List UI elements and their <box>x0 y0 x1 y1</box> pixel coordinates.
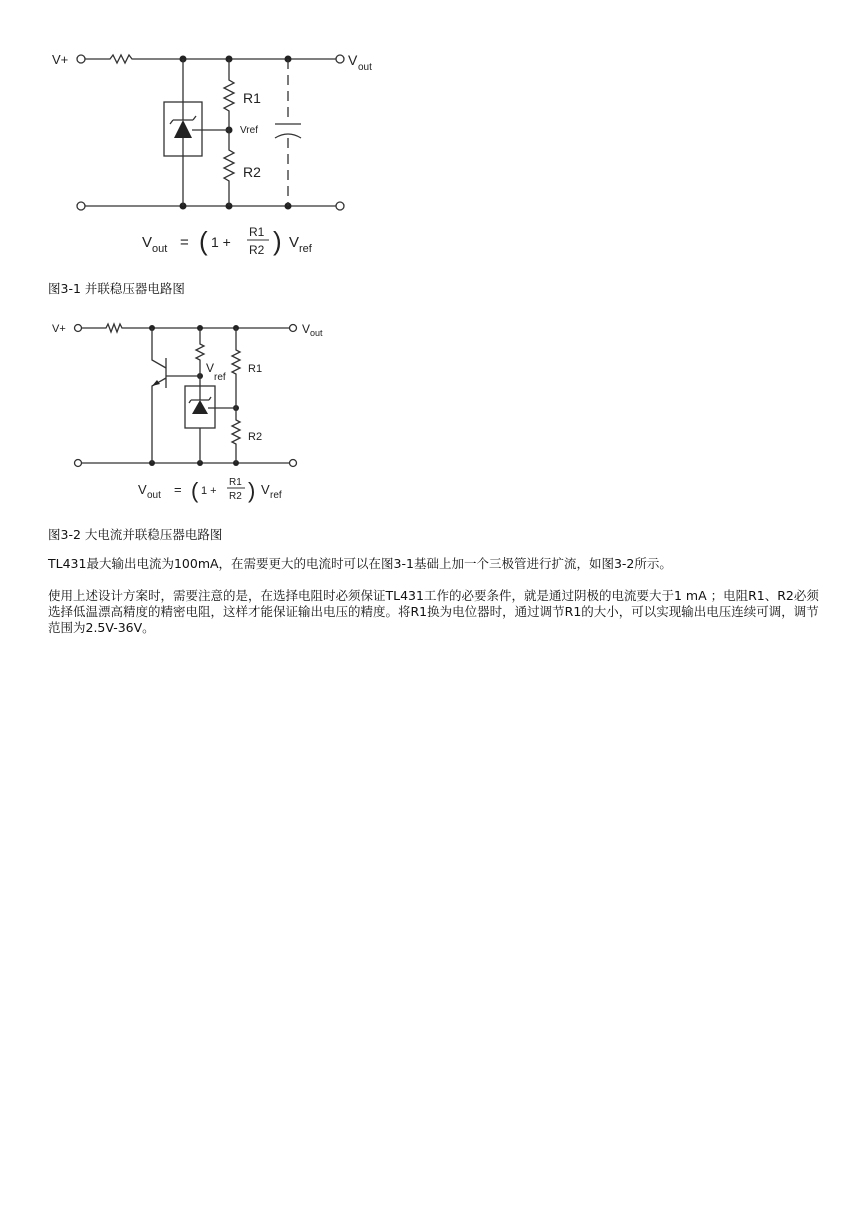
vout-label-sub: out <box>358 62 372 73</box>
vin-label: V+ <box>52 323 66 335</box>
r2-label: R2 <box>243 164 261 180</box>
tl431-leads <box>189 397 236 463</box>
gnd-terminal-right <box>290 460 297 467</box>
svg-text:(: ( <box>199 226 208 256</box>
svg-text:R1: R1 <box>229 477 242 488</box>
r1-label: R1 <box>243 90 261 106</box>
figure-3-1-shunt-regulator <box>46 40 396 270</box>
vref-label-sub: ref <box>214 372 226 383</box>
svg-text:out: out <box>152 243 168 255</box>
svg-text:(: ( <box>191 478 199 503</box>
svg-text:1 +: 1 + <box>211 234 231 250</box>
paragraph-design-notes: 使用上述设计方案时，需要注意的是，在选择电阻时必须保证TL431工作的必要条件，就是通过阴极的电流要大于1 mA ；电阻R1、R2必须选择低温漂高精度的精密电阻，这样才能保证输出电压的精度。将R1换为电位器时，通过调节R1的大小，可以实现输出电压连续可调，调节范围为2.5V-36V。 <box>48 588 819 635</box>
vout-terminal <box>336 55 344 63</box>
tl431-zener-symbol <box>192 400 208 414</box>
vout-label: V <box>302 322 311 336</box>
svg-text:R1: R1 <box>249 225 265 239</box>
transistor-symbol <box>152 328 200 463</box>
junction-dots <box>149 325 239 466</box>
r1-label: R1 <box>248 363 263 375</box>
vref-label: V <box>206 361 215 375</box>
svg-text:out: out <box>147 490 161 501</box>
vout-label: V <box>348 52 358 68</box>
vin-terminal <box>75 325 82 332</box>
formula-3-1 <box>142 225 313 257</box>
r1-r2-divider <box>232 328 240 463</box>
bias-resistor <box>196 328 204 400</box>
transistor-arrow <box>152 380 160 386</box>
capacitor-symbol <box>275 124 301 138</box>
svg-text:V: V <box>142 234 153 251</box>
figure-3-1-caption: 图3-1 并联稳压器电路图 <box>48 281 185 296</box>
svg-text:R2: R2 <box>249 243 265 257</box>
paragraph-current-expansion: TL431最大输出电流为100mA，在需要更大的电流时可以在图3-1基础上加一个三极管进行扩流，如图3-2所示。 <box>48 556 672 571</box>
svg-text:ref: ref <box>270 490 282 501</box>
r2-label: R2 <box>248 431 263 443</box>
gnd-terminal-right <box>336 202 344 210</box>
tl431-zener-symbol <box>174 120 192 138</box>
svg-text:R2: R2 <box>229 491 242 502</box>
vref-label: Vref <box>240 125 258 136</box>
svg-text:V: V <box>138 482 147 497</box>
vout-label-sub: out <box>310 328 323 338</box>
svg-text:ref: ref <box>299 243 312 255</box>
figure-3-2-caption: 图3-2 大电流并联稳压器电路图 <box>48 527 223 542</box>
svg-text:=: = <box>174 482 182 497</box>
svg-text:1 +: 1 + <box>201 485 217 497</box>
formula-3-2 <box>138 477 282 503</box>
gnd-terminal-left <box>75 460 82 467</box>
gnd-terminal-left <box>77 202 85 210</box>
figure-3-2-high-current-regulator <box>46 310 346 515</box>
svg-text:V: V <box>261 482 270 497</box>
svg-text:V: V <box>289 234 300 251</box>
vin-terminal <box>77 55 85 63</box>
vin-label: V+ <box>52 52 69 67</box>
r1-r2-divider <box>224 59 234 206</box>
vout-terminal <box>290 325 297 332</box>
svg-text:): ) <box>248 478 256 503</box>
svg-text:): ) <box>273 226 282 256</box>
series-resistor <box>81 324 289 332</box>
series-resistor <box>85 55 336 63</box>
svg-text:=: = <box>180 234 189 251</box>
junction-dots <box>180 56 292 210</box>
